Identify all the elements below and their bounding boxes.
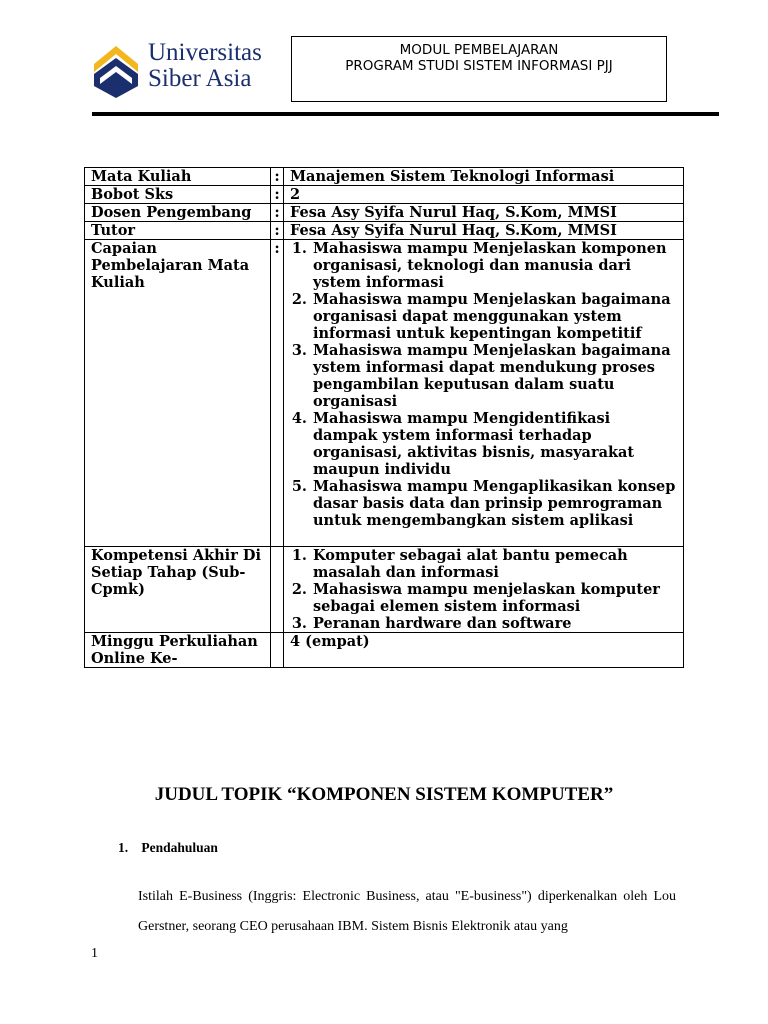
program-title: PROGRAM STUDI SISTEM INFORMASI PJJ (345, 58, 613, 74)
value-dosen: Fesa Asy Syifa Nurul Haq, S.Kom, MMSI (284, 204, 684, 222)
list-item: 4. Mahasiswa mampu Mengidentifikasi dampak ystem informasi terhadap organisasi, aktivitas bisnis, masyarakat maupun individu (312, 410, 677, 478)
logo-line-2: Siber Asia (148, 65, 252, 92)
label-tutor: Tutor (85, 222, 271, 240)
logo-emblem-icon (92, 42, 140, 100)
list-item: 2. Mahasiswa mampu Menjelaskan bagaimana organisasi dapat menggunakan ystem informasi untuk kepentingan kompetitif (312, 291, 677, 342)
section-number: 1. (118, 840, 129, 855)
colon-separator (271, 547, 284, 633)
table-row-bobot-sks (85, 186, 684, 204)
intro-paragraph: Istilah E-Business (Inggris: Electronic Business, atau "E-business") diperkenalkan oleh Lou Gerstner, seorang CEO perusahaan IBM. Sistem Bisnis Elektronik atau yang (138, 889, 676, 934)
value-mata-kuliah: Manajemen Sistem Teknologi Informasi (284, 168, 684, 186)
colon-separator: : (271, 222, 284, 240)
colon-separator: : (271, 240, 284, 547)
label-capaian: Capaian Pembelajaran Mata Kuliah (85, 240, 271, 547)
list-item: 5. Mahasiswa mampu Mengaplikasikan konsep dasar basis data dan prinsip pemrograman untuk mengembangkan sistem aplikasi (312, 478, 677, 529)
colon-separator (271, 633, 284, 668)
table-row-dosen (85, 204, 684, 222)
list-item: 2. Mahasiswa mampu menjelaskan komputer sebagai elemen sistem informasi (312, 581, 677, 615)
topic-title: JUDUL TOPIK “KOMPONEN SISTEM KOMPUTER” (154, 784, 614, 805)
list-item: 1. Komputer sebagai alat bantu pemecah masalah dan informasi (312, 547, 677, 581)
logo-wordmark (148, 40, 262, 92)
capaian-list (290, 240, 677, 529)
section-heading (118, 840, 218, 856)
value-capaian (284, 240, 684, 547)
label-kompetensi: Kompetensi Akhir Di Setiap Tahap (Sub-Cpmk) (85, 547, 271, 633)
table-row-kompetensi (85, 547, 684, 633)
table-row-capaian (85, 240, 684, 547)
value-bobot-sks: 2 (284, 186, 684, 204)
course-info-table (84, 167, 684, 668)
section-title: Pendahuluan (141, 840, 218, 855)
value-kompetensi (284, 547, 684, 633)
label-dosen: Dosen Pengembang (85, 204, 271, 222)
colon-separator: : (271, 204, 284, 222)
value-minggu: 4 (empat) (284, 633, 684, 668)
header-divider (92, 112, 719, 116)
list-item: 1. Mahasiswa mampu Menjelaskan komponen organisasi, teknologi dan manusia dari ystem informasi (312, 240, 677, 291)
kompetensi-list (290, 547, 677, 632)
label-minggu: Minggu Perkuliahan Online Ke- (85, 633, 271, 668)
university-logo (92, 40, 272, 100)
page-number: 1 (91, 946, 98, 961)
list-item: 3. Peranan hardware dan software (312, 615, 677, 632)
colon-separator: : (271, 186, 284, 204)
list-item: 3. Mahasiswa mampu Menjelaskan bagaimana ystem informasi dapat mendukung proses pengambilan keputusan dalam suatu organisasi (312, 342, 677, 410)
colon-separator: : (271, 168, 284, 186)
table-row-minggu (85, 633, 684, 668)
value-tutor: Fesa Asy Syifa Nurul Haq, S.Kom, MMSI (284, 222, 684, 240)
label-bobot-sks: Bobot Sks (85, 186, 271, 204)
table-row-tutor (85, 222, 684, 240)
module-header-box (291, 36, 667, 102)
table-row-mata-kuliah (85, 168, 684, 186)
logo-line-1: Universitas (148, 39, 262, 66)
label-mata-kuliah: Mata Kuliah (85, 168, 271, 186)
module-title: MODUL PEMBELAJARAN (399, 42, 559, 58)
